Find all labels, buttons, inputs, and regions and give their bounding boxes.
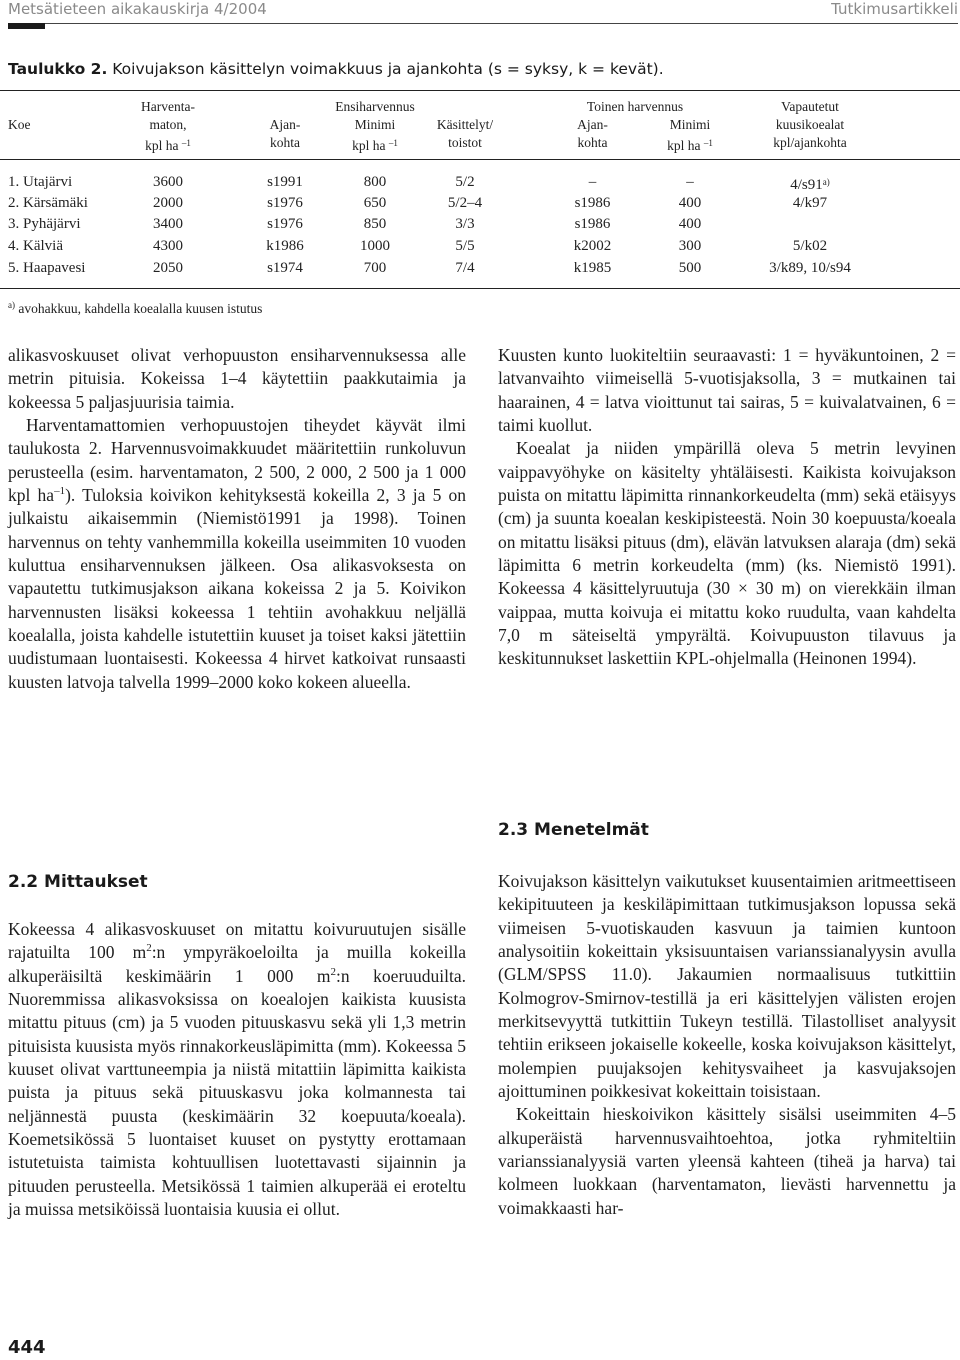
- table-caption: [8, 60, 948, 78]
- header-harventamaton: [108, 98, 228, 155]
- left-column-top: [8, 344, 466, 694]
- header-harventamaton-l1: Harventa-: [141, 99, 195, 114]
- footnote-text: avohakkuu, kahdella koealalla kuusen istutus: [15, 301, 263, 316]
- table-caption-label: Taulukko 2.: [8, 60, 108, 78]
- cell-harv: 2050: [153, 260, 183, 276]
- section-heading: 2.3 Menetelmät: [498, 820, 649, 840]
- cell-min2: –: [686, 174, 694, 190]
- paragraph: Kuusten kunto luokiteltiin seuraavasti: 1 = hyväkuntoinen, 2 = latvanvaihto viimeisellä 5-vuotisjaksolla, 3 = mutkainen tai haarainen, 4 = latva vioittunut tai sairas, 5 = kuivalatvainen, 6 = taimi kuollut.: [498, 345, 956, 436]
- header-rule: [8, 23, 958, 24]
- cell-kas: 5/5: [455, 238, 475, 254]
- cell-ajan1: s1991: [267, 174, 303, 190]
- cell-ajan2: s1986: [574, 195, 611, 211]
- header-ajankohta1-l1: Ajan-: [269, 117, 301, 132]
- header-vapautetut-l2: kuusikoealat: [775, 117, 845, 132]
- cell-kas: 5/2: [455, 174, 475, 190]
- cell-min2: 300: [678, 238, 702, 254]
- header-minimi1-l2: kpl ha $^{-1}$: [352, 138, 398, 153]
- cell-koe: 4. Kälviä: [8, 238, 63, 254]
- paragraph: alikasvoskuuset olivat verhopuuston ensiharvennuksessa alle metrin pituisia. Kokeissa 1–4 käytettiin paakkutaimia ja kokeessa 5 paljasjuurisia taimia.: [8, 345, 466, 412]
- cell-vap: 3/k89, 10/s94: [769, 260, 851, 276]
- header-kasittelyt: [415, 116, 515, 152]
- header-ensiharvennus: Ensiharvennus: [335, 99, 415, 114]
- right-column-top: [498, 344, 956, 671]
- cell-vap: 4/k97: [792, 195, 828, 211]
- cell-min2: 400: [678, 216, 702, 232]
- paragraph: Koivujakson käsittelyn vaikutukset kuusentaimien aritmeettiseen kekipituuteen ja keskiläpimittaan tutkimusjakson lopussa sekä viimeisen 5-vuotiskauden kasvuun ja taimien kuntoon analysoitiin kokeittain yksisuuntaisen varianssianalyysin avulla (GLM/SPSS 11.0). Jakaumien normaalisuus tutkittiin Kolmogrov-Smirnov-testillä ja eri käsittelyjen välisten erojen merkitsevyyttä tutkittiin Tukeyn testillä. Tilastolliset analyysit tehtiin erikseen jokaiselle kokeelle, koska koivujakson käsittelyt, molempien puujaksojen kehitysvaiheet ja kasvujaksojen ajoittuminen poikkesivat kokeittain toisistaan.: [498, 871, 956, 1102]
- cell-koe: 1. Utajärvi: [8, 174, 73, 190]
- header-ajankohta2: [550, 116, 635, 152]
- cell-ajan1: s1976: [267, 216, 303, 232]
- section-name: Tutkimusartikkeli: [831, 0, 958, 18]
- journal-name: Metsätieteen aikakauskirja 4/2004: [8, 0, 267, 18]
- header-minimi2-l1: Minimi: [669, 117, 711, 132]
- header-minimi2-l2: kpl ha $^{-1}$: [667, 138, 713, 153]
- running-header: [8, 0, 960, 22]
- cell-kas: 3/3: [455, 216, 475, 232]
- header-kasittelyt-l1: Käsittelyt/: [436, 117, 494, 132]
- page-number: 444: [8, 1337, 46, 1358]
- cell-ajan2: –: [588, 174, 597, 190]
- table-bottom-rule: [0, 288, 960, 289]
- paragraph: Harventamattomien verhopuustojen tiheydet käyvät ilmi taulukosta 2. Harvennusvoimakkuudet määritettiin runkoluvun perusteella (esim. harventamaton, 2 500, 2 000, 2 500 ja 1 000 kpl $ha^{-1}$). Tuloksia koivikon kehityksestä kokeilla 2, 3 ja 5 on julkaistu aikaisemmin (Niemistö1991 ja 1998). Toinen harvennus on tehty vanhemmilla kokeilla useimmiten 10 vuoden kuluttua ensiharvennuksen jälkeen. Osa alikasvoksesta on vapautettu tutkimusjakson aikana kokeissa 2 ja 5. Koivikon harvennusten lisäksi kokeessa 1 tehtiin avohakkuu neljällä koealalla, joista kahdelle istutettiin kuuset ja toiset kaksi jätettiin uudistumaan luontaisesti. Kokeessa 4 hirvet katkoivat runsaasti kuusten latvoja talvella 1999–2000 koko kokeen alueella.: [8, 415, 466, 692]
- header-vapautetut-l3: kpl/ajankohta: [773, 135, 847, 150]
- cell-harv: 3600: [153, 174, 183, 190]
- header-koe: Koe: [8, 117, 31, 132]
- header-kasittelyt-l2: toistot: [448, 135, 482, 150]
- header-harventamaton-l2: maton,: [149, 117, 187, 132]
- cell-vap: 5/k02: [792, 238, 828, 254]
- header-block: [8, 23, 45, 29]
- cell-ajan2: k1985: [573, 260, 612, 276]
- cell-ajan2: s1986: [574, 216, 611, 232]
- header-vapautetut: [745, 98, 875, 152]
- header-vapautetut-l1: Vapautetut: [781, 99, 839, 114]
- cell-min1: 850: [363, 216, 387, 232]
- cell-koe: 5. Haapavesi: [8, 260, 86, 276]
- cell-koe: 3. Pyhäjärvi: [8, 216, 81, 232]
- cell-min2: 400: [678, 195, 702, 211]
- header-ajankohta1-l2: kohta: [270, 135, 300, 150]
- paragraph: Kokeessa 4 alikasvoskuuset on mitattu koivuruutujen sisälle rajatuilta 100 $m^2:n$ ympyräkoeloilta ja muilla kokeilla alkuperäisiltä keskimäärin 1 000 $m^2:n$ koeruuduilta. Nuoremmissa alikasvoksissa on koealojen kaikista kuusista mitattu pituus (cm) ja 5 vuoden pituuskasvu sekä yli 1,3 metrin pituisista kuusista myös rinnakorkeusläpimitta (mm). Kokeessa 5 kuuset olivat varttuneempia ja niistä mitattiin läpimitta kaikista puista ja pituus sekä pituuskasvu joka kolmannesta tai neljännestä puusta (keskimäärin 32 koepuuta/koeala). Koemetsikössä 5 luontaiset kuuset on pystytty erottamaan istutetuista taimista kohtuullisen luotettavasti sijainnin ja pituuden perusteella. Metsikössä 1 taimien alkuperää ei eroteltu ja muissa metsiköissä luontaisia kuusia ei ollut.: [8, 919, 466, 1220]
- cell-ajan1: k1986: [266, 238, 304, 254]
- cell-ajan2: k2002: [573, 238, 612, 254]
- footnote-mark: a): [822, 177, 830, 187]
- cell-min1: 700: [363, 260, 387, 276]
- cell-kas: 5/2–4: [447, 195, 483, 211]
- cell-koe: 2. Kärsämäki: [8, 195, 88, 211]
- right-column-bottom: [498, 870, 956, 1220]
- header-ajankohta2-l1: Ajan-: [577, 117, 608, 132]
- cell-min1: 650: [363, 195, 387, 211]
- cell-ajan1: s1976: [267, 195, 303, 211]
- table-caption-text: Koivujakson käsittelyn voimakkuus ja ajankohta (s = syksy, k = kevät).: [112, 60, 664, 78]
- cell-harv: 3400: [153, 216, 183, 232]
- table-header-rule: [0, 159, 960, 160]
- paragraph: Koealat ja niiden ympärillä oleva 5 metrin levyinen vaippavyöhyke on käsitelty yhtäläisesti. Kaikista koivujakson puista on mitattu läpimitta rinnankorkeudelta (mm) sekä etäisyys (cm) ja suunta koealan keskipisteestä. Noin 30 koepuusta/koeala on mitattu lisäksi pituus (dm), elävän latvuksen alaraja (dm) sekä läpimitta 6 metrin korkeudelta (mm) (ks. Niemistö 1991). Kokeessa 4 käsittelyruutuja (30 × 30 m) on vierekkäin ilman vaippaa, mutta koivuja ei mitattu koko ruudulta, vaan kahdelta 7,0 m säteiseltä ympyrältä. Koivupuuston tilavuus ja keskitunnukset laskettiin KPL-ohjelmalla (Heinonen 1994).: [498, 438, 956, 669]
- cell-ajan1: s1974: [267, 260, 303, 276]
- header-minimi1-l1: Minimi: [354, 117, 396, 132]
- paragraph: Kokeittain hieskoivikon käsittely sisälsi useimmiten 4–5 alkuperäistä harvennusvaihtoehtoa, jotka ryhmiteltiin varianssianalyysiä varten yleensä kahteen (tiheä ja harva) tai kolmeen luokkaan (harventamaton, lievästi harvennettu ja voimakkaasti har-: [498, 1104, 956, 1218]
- cell-kas: 7/4: [455, 260, 475, 276]
- cell-min1: 800: [363, 174, 387, 190]
- cell-min2: 500: [678, 260, 702, 276]
- header-harventamaton-l3: kpl ha $^{-1}$: [145, 138, 191, 153]
- footnote-marker: a): [8, 300, 15, 310]
- section-heading: 2.2 Mittaukset: [8, 872, 148, 892]
- header-toinen-harvennus: Toinen harvennus: [586, 99, 684, 114]
- header-minimi2: [640, 116, 740, 155]
- header-ajankohta2-l2: kohta: [577, 135, 608, 150]
- cell-harv: 4300: [153, 238, 183, 254]
- header-ajankohta1: [245, 116, 325, 152]
- cell-harv: 2000: [153, 195, 183, 211]
- table-top-rule: [0, 90, 960, 91]
- left-column-bottom: [8, 918, 466, 1221]
- table-footnote: [8, 300, 262, 317]
- header-minimi1: [325, 116, 425, 155]
- cell-min1: 1000: [360, 238, 390, 254]
- cell-vap: 4/s91$^{a)}$: [790, 177, 830, 193]
